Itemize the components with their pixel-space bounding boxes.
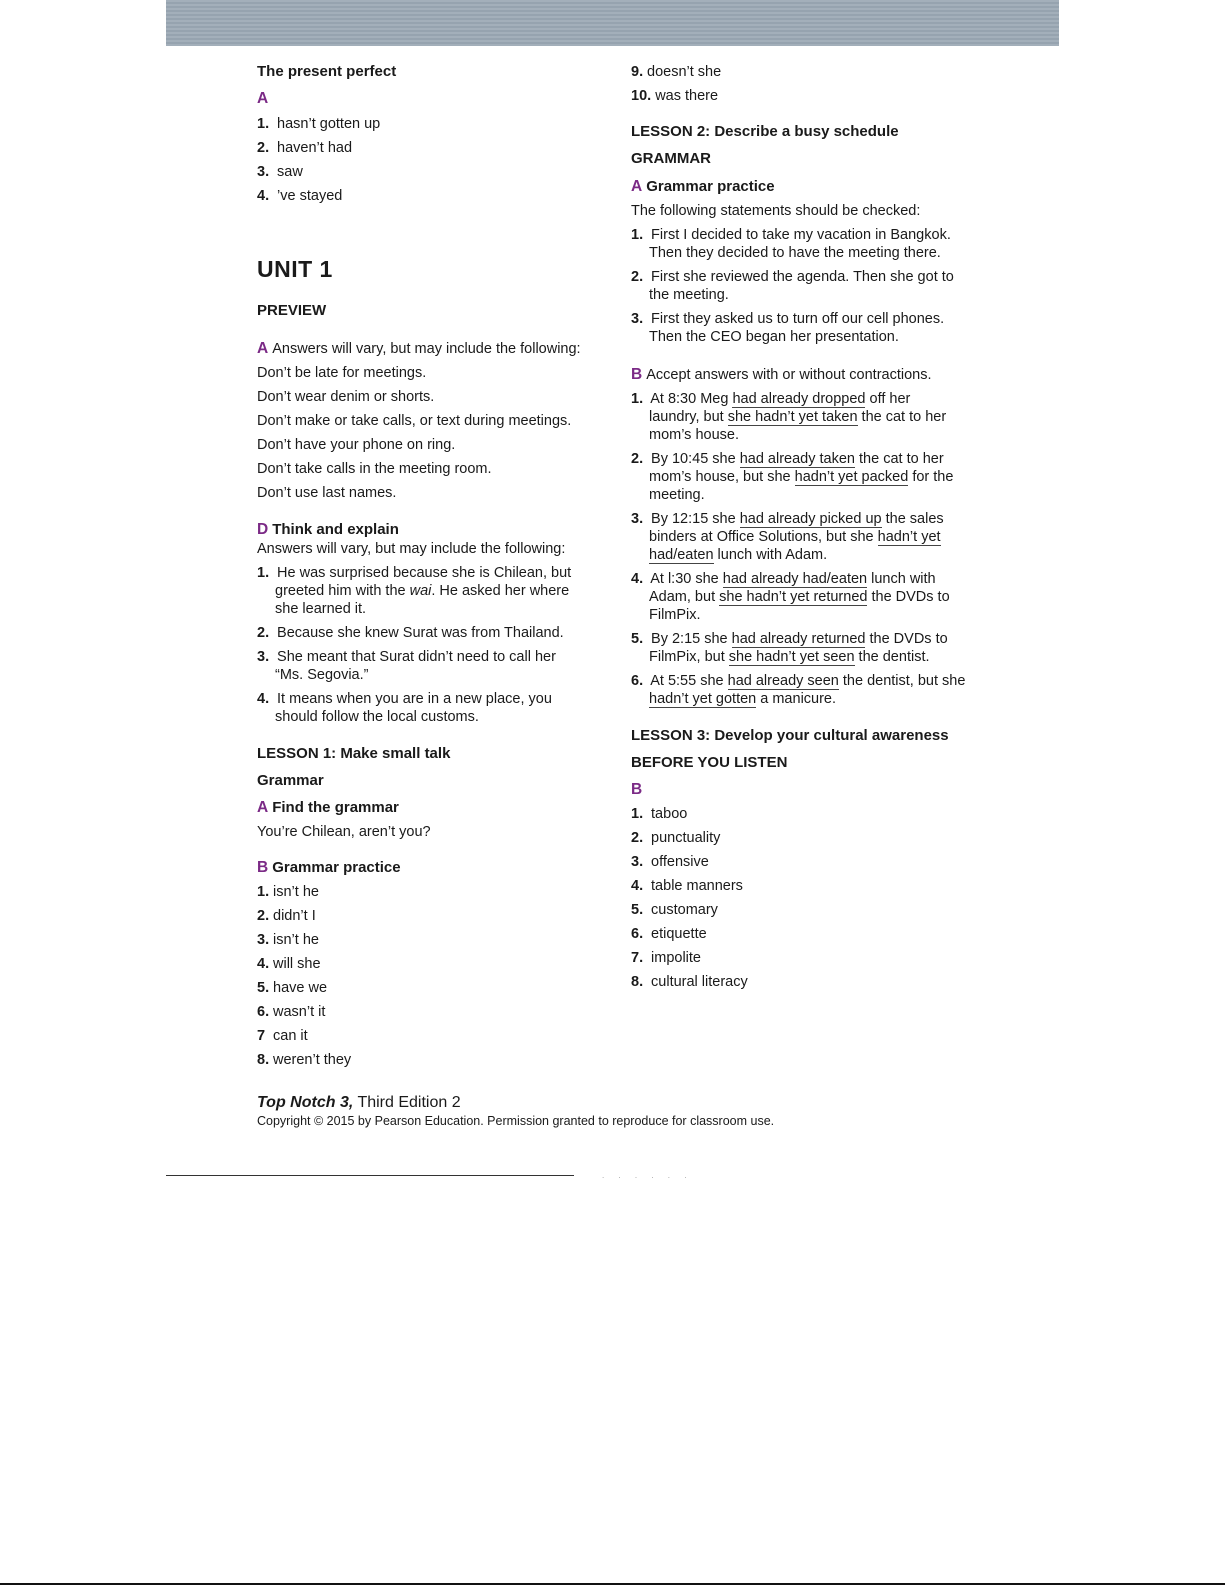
list-item: 3. saw [257, 164, 303, 180]
unit-title: UNIT 1 [257, 256, 333, 282]
list-item: 5. customary [631, 902, 718, 918]
list-item: 3. isn’t he [257, 932, 319, 948]
list-item: 1. He was surprised because she is Chilean, but greeted him with the wai. He asked her where she learned it. [257, 565, 572, 617]
list-item: 7 can it [257, 1028, 308, 1044]
list-item: 2. By 10:45 she had already taken the cat to her mom’s house, but she hadn’t yet packed for the meeting. [631, 451, 954, 503]
list-item: Don’t wear denim or shorts. [257, 389, 435, 405]
list-item: 8. cultural literacy [631, 974, 748, 990]
list-item: 2. haven’t had [257, 140, 353, 156]
page-footer [257, 1094, 774, 1128]
section-letter-a: A [257, 90, 269, 107]
list-item: 1. At 8:30 Meg had already dropped off her laundry, but she hadn’t yet taken the cat to her mom’s house. [631, 391, 947, 443]
list-item: 4. At l:30 she had already had/eaten lunch with Adam, but she hadn’t yet returned the DVDs to FilmPix. [631, 571, 950, 623]
list-item: 5. By 2:15 she had already returned the DVDs to FilmPix, but she hadn’t yet seen the dentist. [631, 631, 948, 665]
think-explain-heading: D Think and explain [257, 521, 399, 538]
book-title: Top Notch 3, Third Edition 2 [257, 1094, 461, 1111]
list-item: 1. isn’t he [257, 884, 319, 900]
lesson1-heading: LESSON 1: Make small talk [257, 745, 451, 762]
list-item: Don’t be late for meetings. [257, 365, 427, 381]
lesson2-heading: LESSON 2: Describe a busy schedule [631, 123, 899, 140]
list-item: 4. table manners [631, 878, 743, 894]
present-perfect-heading: The present perfect [257, 63, 397, 80]
lesson3-heading: LESSON 3: Develop your cultural awareness [631, 727, 949, 744]
list-item: Don’t take calls in the meeting room. [257, 461, 492, 477]
header-banner [166, 0, 1059, 46]
list-item: 3. By 12:15 she had already picked up the sales binders at Office Solutions, but she hadn’t yet had/eaten lunch with Adam. [631, 511, 944, 563]
section-letter-b: B [631, 781, 643, 798]
think-explain-intro: Answers will vary, but may include the following: [257, 541, 566, 557]
list-item: 10. was there [631, 88, 719, 104]
list-item: 3. offensive [631, 854, 709, 870]
list-item: 2. didn’t I [257, 908, 316, 924]
list-item: 3. She meant that Surat didn’t need to call her “Ms. Segovia.” [257, 649, 556, 683]
list-item: 7. impolite [631, 950, 701, 966]
grammar-heading: Grammar [257, 772, 324, 789]
list-item: Don’t make or take calls, or text during meetings. [257, 413, 572, 429]
list-item: 6. etiquette [631, 926, 707, 942]
list-item: 1. taboo [631, 806, 688, 822]
list-item: 6. At 5:55 she had already seen the dentist, but she hadn’t yet gotten a manicure. [631, 673, 966, 707]
contractions-intro: B Accept answers with or without contractions. [631, 366, 932, 383]
list-item: 1. First I decided to take my vacation in Bangkok. Then they decided to have the meeting there. [631, 227, 951, 261]
grammar-heading: GRAMMAR [631, 150, 711, 167]
before-listen-heading: BEFORE YOU LISTEN [631, 754, 788, 771]
list-item: Don’t use last names. [257, 485, 397, 501]
find-grammar-heading: A Find the grammar [257, 799, 399, 816]
list-item: 2. Because she knew Surat was from Thailand. [257, 625, 564, 641]
preview-heading: PREVIEW [257, 302, 327, 319]
grammar-practice-intro: The following statements should be checked: [631, 203, 921, 219]
list-item: 1. hasn’t gotten up [257, 116, 381, 132]
grammar-practice-heading: A Grammar practice [631, 178, 775, 195]
list-item: 8. weren’t they [257, 1052, 352, 1068]
list-item: Don’t have your phone on ring. [257, 437, 456, 453]
list-item: 2. First she reviewed the agenda. Then she got to the meeting. [631, 269, 954, 303]
list-item: 4. ’ve stayed [257, 188, 343, 204]
scan-artifact: . . . . . . [602, 1171, 693, 1180]
list-item: 4. will she [257, 956, 321, 972]
find-grammar-answer: You’re Chilean, aren’t you? [257, 824, 431, 840]
list-item: 9. doesn’t she [631, 64, 722, 80]
grammar-practice-heading: B Grammar practice [257, 859, 401, 876]
list-item: 2. punctuality [631, 830, 721, 846]
list-item: 6. wasn’t it [257, 1004, 326, 1020]
list-item: 4. It means when you are in a new place, you should follow the local customs. [257, 691, 552, 725]
preview-intro: A Answers will vary, but may include the following: [257, 340, 581, 357]
copyright-notice: Copyright © 2015 by Pearson Education. Permission granted to reproduce for classroom use. [257, 1114, 775, 1128]
list-item: 5. have we [257, 980, 328, 996]
list-item: 3. First they asked us to turn off our cell phones. Then the CEO began her presentation. [631, 311, 945, 345]
footer-divider [166, 1175, 574, 1176]
